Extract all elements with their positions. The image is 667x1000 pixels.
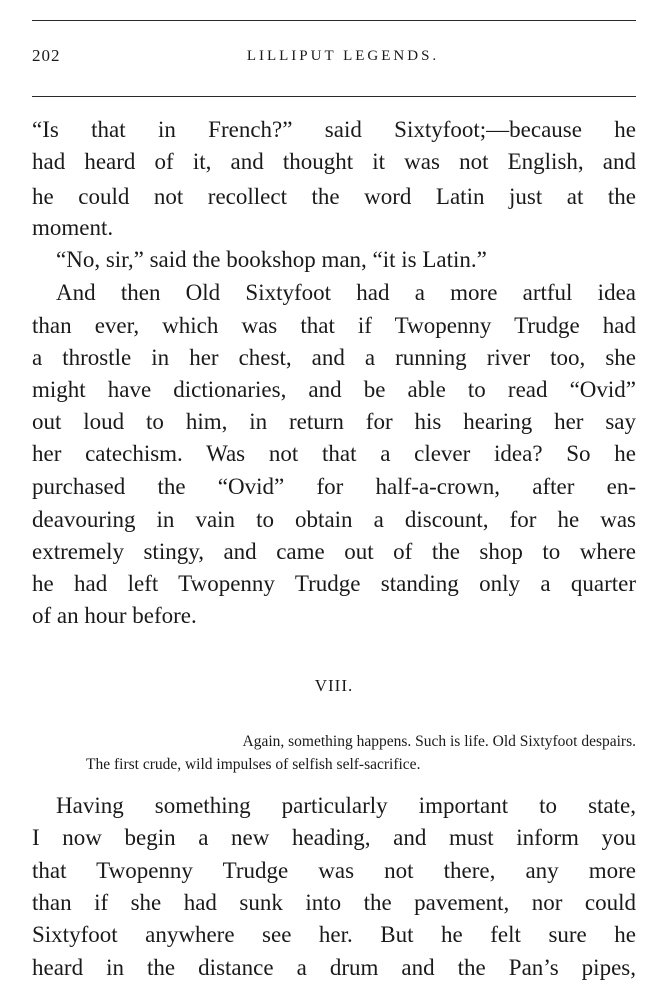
running-title: LILLIPUT LEGENDS. (246, 48, 440, 64)
text-line: he had left Twopenny Trudge standing only a quarter (32, 571, 636, 596)
text-line: had heard of it, and thought it was not English, and (32, 149, 636, 174)
chapter-summary-line: Again, something happens. Such is life. Old Sixtyfoot despairs. (242, 733, 636, 750)
text-line: I now begin a new heading, and must inform you (32, 825, 636, 850)
text-line: heard in the distance a drum and the Pan’s pipes, (32, 955, 636, 980)
text-line: out loud to him, in return for his hearing her say (32, 409, 636, 434)
text-line: than if she had sunk into the pavement, nor could (32, 890, 636, 915)
page-header (32, 46, 636, 76)
top-rule (32, 20, 636, 21)
text-line: purchased the “Ovid” for half-a-crown, after en- (32, 474, 636, 499)
text-line: extremely stingy, and came out of the shop to where (32, 539, 636, 564)
text-line: he could not recollect the word Latin just at the (32, 184, 636, 209)
chapter-summary-line: The first crude, wild impulses of selfish self-sacrifice. (86, 756, 421, 773)
text-line: Sixtyfoot anywhere see her. But he felt sure he (32, 922, 636, 947)
text-line: than ever, which was that if Twopenny Trudge had (32, 313, 636, 338)
text-line: that Twopenny Trudge was not there, any more (32, 858, 636, 883)
text-line: “Is that in French?” said Sixtyfoot;—because he (32, 117, 636, 142)
text-line: a throstle in her chest, and a running river too, she (32, 345, 636, 370)
chapter-number: VIII. (314, 676, 354, 695)
text-line: her catechism. Was not that a clever idea? So he (32, 441, 636, 466)
text-line: of an hour before. (32, 603, 197, 628)
text-line: Having something particularly important to state, (56, 793, 636, 818)
header-rule (32, 96, 636, 97)
text-line: “No, sir,” said the bookshop man, “it is Latin.” (56, 247, 487, 272)
text-line: And then Old Sixtyfoot had a more artful idea (56, 280, 636, 305)
text-line: might have dictionaries, and be able to read “Ovid” (32, 377, 636, 402)
text-line: deavouring in vain to obtain a discount, for he was (32, 507, 636, 532)
text-line: moment. (32, 215, 114, 240)
page-number: 202 (32, 46, 61, 65)
